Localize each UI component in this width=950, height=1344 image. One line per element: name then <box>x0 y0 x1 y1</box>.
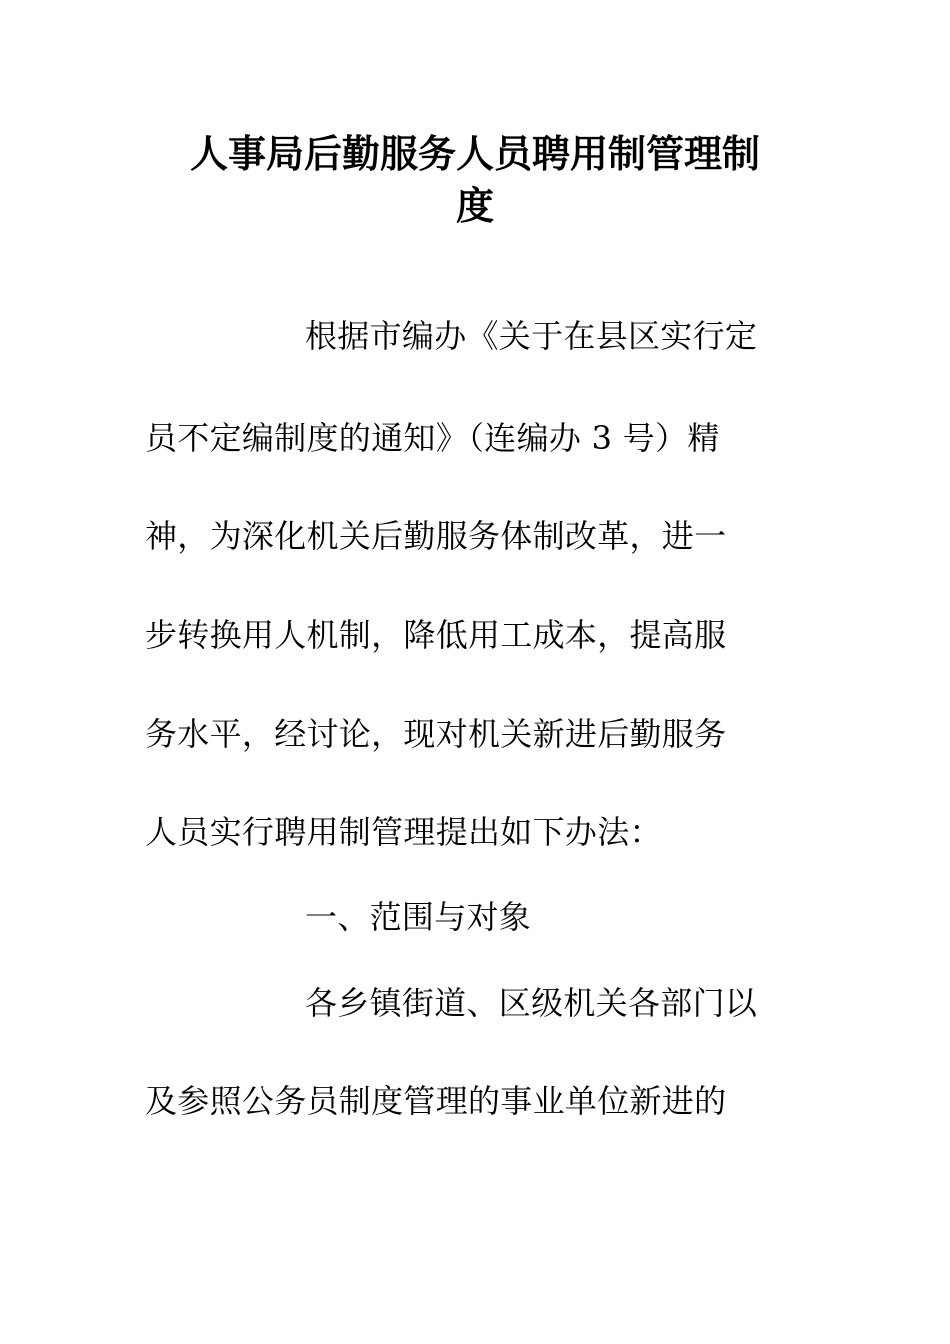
document-title <box>145 128 805 232</box>
paragraph-line: 及参照公务员制度管理的事业单位新进的 <box>145 1082 727 1120</box>
paragraph-line: 员不定编制度的通知》（连编办 3 号）精 <box>145 419 720 457</box>
title-line-2: 度 <box>455 184 494 228</box>
paragraph-line: 务水平，经讨论，现对机关新进后勤服务 <box>145 715 727 753</box>
paragraph-line: 步转换用人机制，降低用工成本，提高服 <box>145 616 727 654</box>
section-heading: 一、范围与对象 <box>305 898 532 936</box>
paragraph-line: 人员实行聘用制管理提出如下办法： <box>145 813 662 851</box>
paragraph-line: 各乡镇街道、区级机关各部门以 <box>305 984 758 1022</box>
paragraph-line: 神，为深化机关后勤服务体制改革，进一 <box>145 517 727 555</box>
paragraph-line: 根据市编办《关于在县区实行定 <box>305 317 758 355</box>
title-line-1: 人事局后勤服务人员聘用制管理制 <box>189 132 760 176</box>
